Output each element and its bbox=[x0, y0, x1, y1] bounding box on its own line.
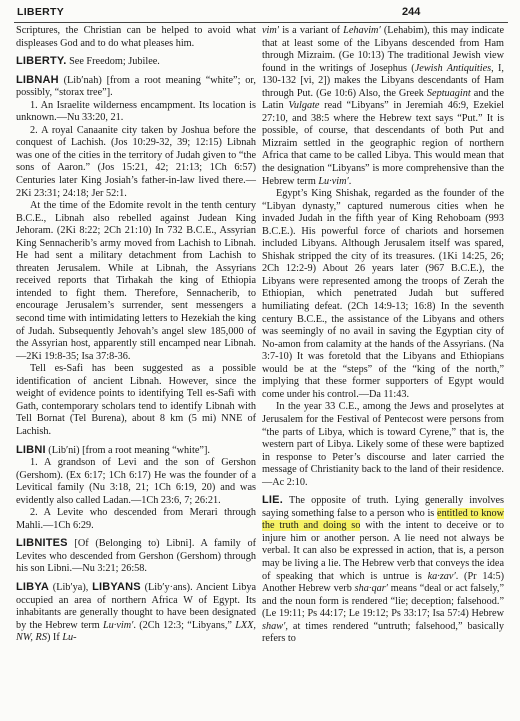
text: , at times rendered “untruth; falsehood,” basically refers to bbox=[262, 620, 504, 645]
paragraph: Egypt’s King Shishak, regarded as the founder of the “Libyan dynasty,” captured numerous cities when he invaded Judah in the fifth year of King Rehoboam (993 B.C.E.). His powerful force of chariots and horsemen included Libyans. Although Jerusalem itself was spared, Shishak stripped the city of its treasures. (1Ki 14:25, 26; 2Ch 12:2-9) About 26 years later (967 B.C.E.), the Libyans were represented among the troops of Zerah the Ethiopian, which penetrated Judah but suffered humiliating defeat. (2Ch 14:9-13; 16:8) In the seventh century B.C.E., the assistance of the Libyans and others was seemingly of no avail in saving the Egyptian city of No-amon from calamity at the hands of the Assyrians. (Na 3:7-10) It was foretold that the Libyans and Ethiopians would be at the “steps” of the “king of the north,” implying that these former supporters of Egypt would come under his control.—Da 11:43. bbox=[262, 188, 504, 400]
hebrew-term: ka·zav′ bbox=[427, 570, 456, 582]
hebrew-term: vim′ bbox=[262, 25, 280, 36]
hebrew-term: shaw′ bbox=[262, 620, 286, 632]
sense-1: 1. An Israelite wilderness encampment. Its location is unknown.—Nu 33:20, 21. bbox=[16, 99, 256, 124]
versions: LXX, NW, RS bbox=[16, 619, 256, 644]
hebrew-term: Lu·vim′ bbox=[102, 619, 134, 631]
text: with the intent to deceive or to injure him or another person. A lie need not always be verbal. It can also be expressed in action, that is, a person may be living a lie. The Hebrew verb that conveys the idea of speaking that which is untrue is bbox=[262, 520, 504, 582]
sense-2: 2. A royal Canaanite city taken by Joshua before the conquest of Lachish. (Jos 10:29-32, 39; 12:15) Libnah was one of the cities in the territory of Judah given to “the sons of Aaron.” (Jos 15:21, 42; 21:13; 1Ch 6:57) Centuries later King Josiah’s father-in-law lived there.—2Ki 23:31; 24:18; Jer 52:1. bbox=[16, 124, 256, 199]
paragraph: In the year 33 C.E., among the Jews and proselytes at Jerusalem for the Festival of Pentecost were persons from “the parts of Libya, which is toward Cyrene,” that is, the western part of Libya. Likely some of these were baptized in response to Peter’s discourse and later carried the message of Christianity back to the land of their residence.—Ac 2:10. bbox=[262, 401, 504, 488]
paragraph: At the time of the Edomite revolt in the tenth century B.C.E., Libnah also rebelled against Judean King Jehoram. (2Ki 8:22; 2Ch 21:10) In 732 B.C.E., Assyrian King Sennacherib’s army moved from Lachish to Libnah. He had sent a military detachment from Lachish to threaten Jerusalem. While at Libnah, the Assyrians received reports that Tirhakah the king of Ethiopia intended to fight them. Therefore, Sennacherib, to encourage Jerusalem’s surrender, sent messengers a second time with intimidating letters to Hezekiah the king of Judah. Subsequently Jehovah’s angel slew 185,000 of the Assyrian host, apparently still encamped near Libnah.—2Ki 19:8-35; Isa 37:8-36. bbox=[16, 200, 256, 362]
entry-intro: (Lib′nah) [from a root meaning “white”; or, possibly, “storax tree”]. bbox=[16, 74, 256, 99]
text: is a variant of bbox=[279, 25, 344, 36]
book-title: Septuagint bbox=[426, 87, 471, 99]
entry-libnites bbox=[16, 537, 256, 576]
cross-reference: See Freedom; Jubilee. bbox=[66, 56, 160, 68]
headword-secondary: LIBYANS bbox=[92, 580, 141, 593]
hebrew-term: Lu- bbox=[62, 632, 77, 644]
left-column bbox=[16, 25, 256, 645]
entry-liberty bbox=[16, 55, 256, 69]
text: read “Libyans” in Jeremiah 46:9, Ezekiel 27:10, and 38:5 where the Hebrew text says “Put.” It is possible, of course, that descendants of both Put and Mizraim settled in the geographic region of northern Africa that came to be called Libya. This would mean that the designation “Libyans” is more comprehensive than the Hebrew term bbox=[262, 100, 504, 187]
hebrew-term: Lehavim′ bbox=[343, 25, 381, 36]
headword: LIBERTY. bbox=[16, 55, 67, 68]
paragraph: Tell es-Safi has been suggested as a possible identification of ancient Libnah. However, since the weight of evidence points to identifying Tell es-Safi with Gath, contemporary scholars tend to identify Libnah with Tell Bornat (Tel Burena), about 8 km (5 mi) NNE of Lachish. bbox=[16, 363, 256, 437]
headword: LIBYA bbox=[16, 580, 49, 593]
text: . (Pr 14:5) Another Hebrew verb bbox=[262, 570, 504, 595]
entry-intro: (Lib′ni) [from a root meaning “white”]. bbox=[45, 444, 210, 456]
entry-libya bbox=[16, 581, 256, 645]
entry-lie bbox=[262, 494, 504, 646]
sense-1: 1. A grandson of Levi and the son of Gershon (Gershom). (Ex 6:17; 1Ch 6:17) He was the founder of a Levitical family (Nu 3:18, 21; 1Ch 6:19, 20) and was evidently also called Ladan.—1Ch 23:6, 7; 26:21. bbox=[16, 457, 256, 506]
hebrew-term: sha·qar′ bbox=[354, 583, 388, 595]
headword: LIBNAH bbox=[16, 73, 59, 86]
entry-libni bbox=[16, 444, 256, 458]
header-rule bbox=[14, 22, 508, 23]
book-title: Vulgate bbox=[288, 100, 320, 112]
entry-text: (Lib′y·ans). Ancient Libya occupied an area of northern Africa W of Egypt. Its inhabitants are generally thought to have been designated by the Hebrew term bbox=[16, 581, 256, 631]
entry-libnah bbox=[16, 74, 256, 100]
highlighted-text: entitled to know the truth and doing so bbox=[262, 507, 504, 532]
entry-text: . (2Ch 12:3; “Libyans,” bbox=[133, 619, 236, 631]
text: (Lehabim), this may indicate that at least some of the Libyans descended from Ham through Mizraim. (Ge 10:13) The traditional Jewish view found in the writings of Josephus ( bbox=[262, 25, 504, 74]
right-column bbox=[262, 25, 504, 646]
pronunciation: (Lib′ya), bbox=[49, 581, 93, 593]
hebrew-term: Lu·vim′ bbox=[318, 175, 349, 187]
sense-2: 2. A Levite who descended from Merari through Mahli.—1Ch 6:29. bbox=[16, 507, 256, 531]
continued-paragraph: Scriptures, the Christian can be helped to avoid what displeases God and to do what pleases him. bbox=[16, 25, 256, 49]
page-number: 244 bbox=[402, 6, 421, 18]
headword: LIBNI bbox=[16, 443, 46, 456]
running-head: LIBERTY bbox=[17, 6, 65, 18]
text: means “deal or act falsely,” and the noun form is rendered “lie; deception; falsehood.” (Le 19:11; Ps 44:17; Le 19:12; Ps 33:17; Isa 57:4) Hebrew bbox=[262, 583, 504, 620]
text: , I, 130-132 [vi, 2]) makes the Libyans descendants of Ham through Put. (Ge 10:6) Also, the Greek bbox=[262, 62, 504, 99]
entry-text: [Of (Belonging to) Libni]. A family of Levites who descended from Gershon (Gershom) through his son Libni.—Nu 3:21; 26:58. bbox=[16, 538, 256, 575]
book-title: Jewish Antiquities bbox=[414, 62, 492, 74]
text: The opposite of truth. Lying generally involves saying something false to a person who is bbox=[262, 495, 504, 519]
continued-paragraph bbox=[262, 25, 504, 188]
headword: LIBNITES bbox=[16, 537, 68, 550]
entry-text: ) If bbox=[46, 632, 63, 644]
text: and the Latin bbox=[262, 87, 505, 112]
headword: LIE. bbox=[262, 494, 283, 507]
page-header bbox=[0, 0, 520, 22]
text: . bbox=[348, 175, 352, 187]
